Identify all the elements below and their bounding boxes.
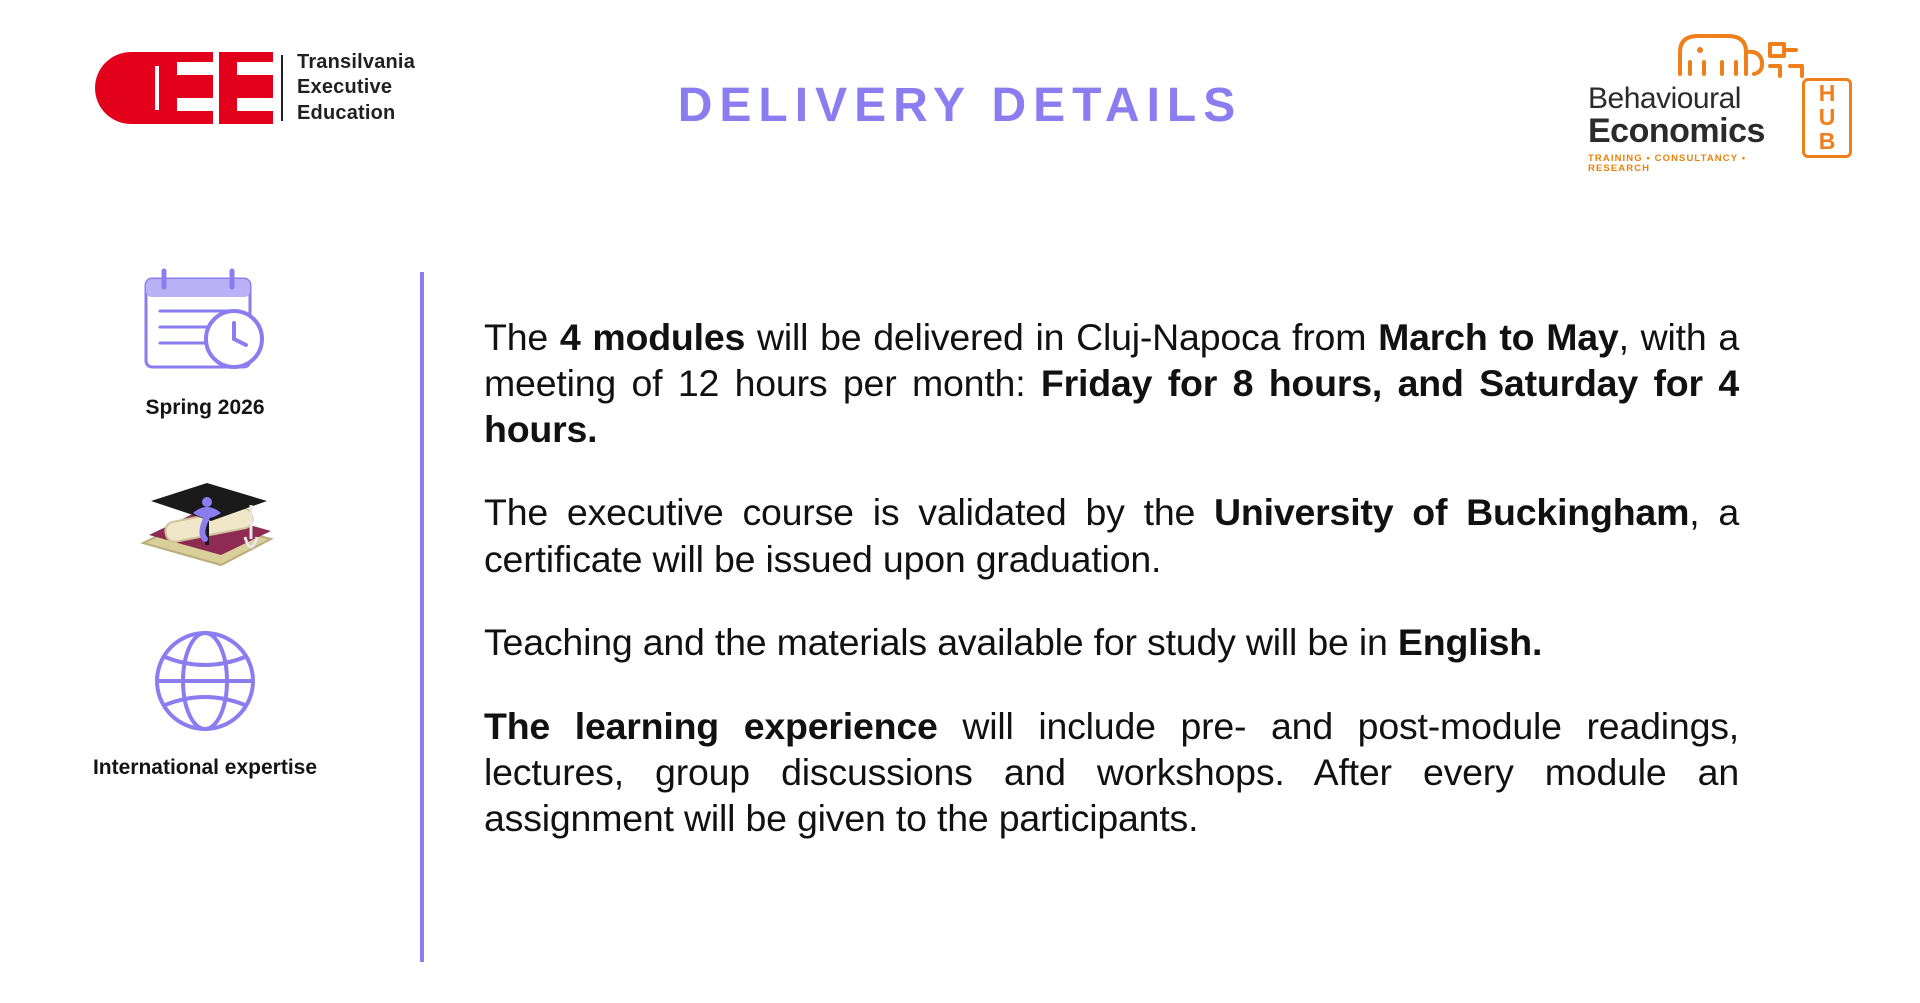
body-content	[484, 276, 1739, 841]
paragraph-learning-experience	[484, 703, 1739, 841]
feature-item-graduation	[40, 462, 370, 580]
tee-wordmark-line1: Transilvania	[297, 50, 416, 73]
paragraph-language	[484, 619, 1739, 665]
body-text: will include pre- and post-module readings, lectures, group discussions and workshops. After every module an assignment will be given to the participants.	[484, 704, 1739, 839]
behub-badge-letter-b: B	[1818, 127, 1836, 154]
body-text: , with a meeting of 12 hours per month:	[484, 315, 1739, 404]
emphasis-text: 4 modules	[559, 315, 746, 358]
behub-word-economics: Economics	[1588, 112, 1765, 150]
emphasis-text: University of Buckingham	[1214, 491, 1690, 534]
body-text: The	[484, 315, 560, 358]
behub-word-behavioural: Behavioural	[1588, 82, 1741, 115]
feature-caption-international: International expertise	[92, 756, 318, 779]
behub-tagline: TRAINING • CONSULTANCY • RESEARCH	[1588, 153, 1747, 174]
behub-badge-letter-u: U	[1818, 104, 1836, 131]
globe-icon	[40, 622, 370, 740]
paragraph-validation	[484, 489, 1739, 581]
body-text: , a certificate will be issued upon graduation.	[484, 491, 1739, 580]
calendar-clock-icon	[40, 262, 370, 380]
slide-header	[0, 0, 1920, 190]
behub-badge-letter-h: H	[1818, 80, 1836, 107]
paragraph-modules	[484, 314, 1739, 452]
vertical-divider	[420, 272, 424, 962]
behub-badge	[1802, 78, 1852, 158]
feature-caption-spring: Spring 2026	[145, 396, 265, 419]
page-title: DELIVERY DETAILS	[677, 79, 1243, 132]
body-text: will be delivered in Cluj-Napoca from	[745, 315, 1379, 358]
feature-item-international	[40, 622, 370, 780]
emphasis-text: The learning experience	[484, 704, 938, 747]
emphasis-text: Friday for 8 hours, and Saturday for 4 hours.	[484, 361, 1739, 450]
behub-wordmark	[1588, 84, 1800, 173]
behavioural-economics-hub-logo	[1588, 22, 1858, 174]
body-text: Teaching and the materials available for study will be in	[484, 621, 1398, 664]
emphasis-text: March to May	[1378, 315, 1619, 358]
feature-item-spring-2026	[40, 262, 370, 420]
elephant-icon	[1644, 22, 1844, 84]
tee-wordmark-line2: Executive	[297, 76, 393, 99]
tee-wordmark-line3: Education	[297, 101, 396, 124]
body-text: The executive course is validated by the	[484, 491, 1215, 534]
graduation-cap-diploma-icon	[40, 462, 370, 580]
feature-column	[40, 262, 370, 822]
emphasis-text: English.	[1397, 621, 1543, 664]
